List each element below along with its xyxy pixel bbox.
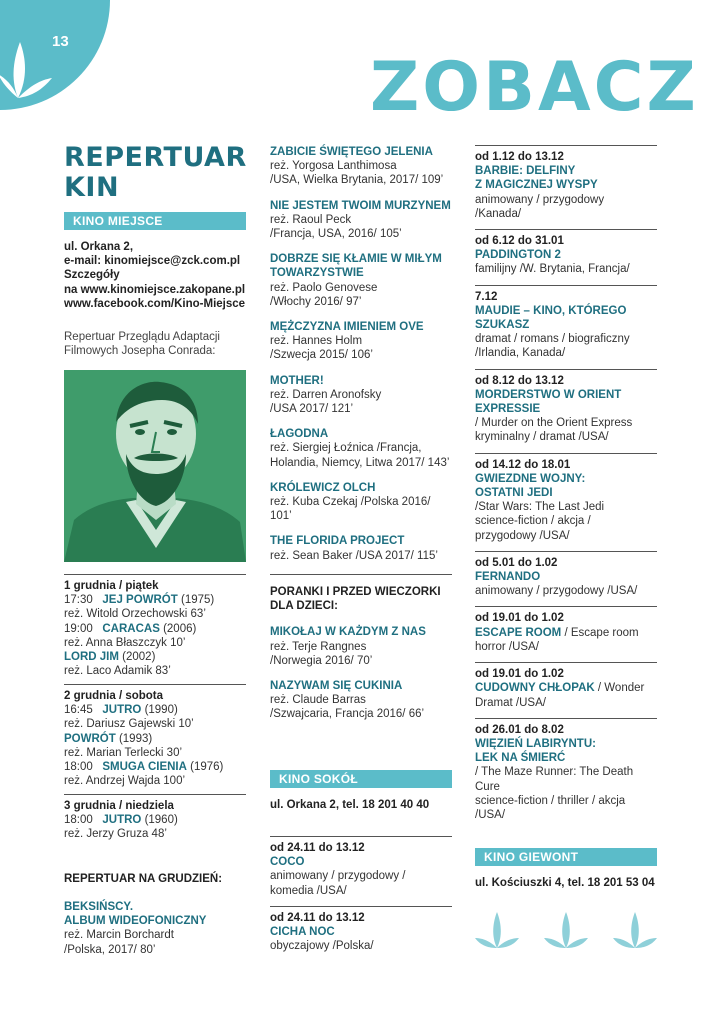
film-entry: NIE JESTEM TWOIM MURZYNEM reż. Raoul Peck /Francja, USA, 2016/ 105’ <box>270 199 451 241</box>
film-entry: MOTHER! reż. Darren Aronofsky /USA 2017/ 121’ <box>270 374 382 416</box>
december-header: REPERTUAR NA GRUDZIEŃ: <box>64 873 223 885</box>
main-title: REPERTUAR KIN <box>64 142 247 203</box>
kino-giewont-address: ul. Kościuszki 4, tel. 18 201 53 04 <box>475 877 655 889</box>
sokol-film-1: od 24.11 do 13.12 COCO animowany / przygodowy / komedia /USA/ <box>270 836 452 898</box>
show-row: LORD JIM (2002) <box>64 651 156 664</box>
kino-giewont-header: KINO GIEWONT <box>475 848 657 866</box>
show-row: 18:00 SMUGA CIENIA (1976) <box>64 761 224 774</box>
film-entry: od 8.12 do 13.12 MORDERSTWO W ORIENT EXPRESSIE / Murder on the Orient Express kryminalny / dramat /USA/ <box>475 369 657 445</box>
leaf-ornament-icon <box>544 908 588 952</box>
film-entry: od 19.01 do 1.02 CUDOWNY CHŁOPAK / Wonder Dramat /USA/ <box>475 662 657 710</box>
film-entry: DOBRZE SIĘ KŁAMIE W MIŁYM TOWARZYSTWIE reż. Paolo Genovese /Włochy 2016/ 97’ <box>270 253 442 308</box>
day-block-3: 3 grudnia / niedziela 18:00 JUTRO (1960) reż. Jerzy Gruza 48’ <box>64 794 246 842</box>
film-entry: od 5.01 do 1.02 FERNANDO animowany / przygodowy /USA/ <box>475 551 657 599</box>
film-entry: THE FLORIDA PROJECT reż. Sean Baker /USA 2017/ 115’ <box>270 535 438 562</box>
kino-sokol-address: ul. Orkana 2, tel. 18 201 40 40 <box>270 799 430 811</box>
section-title: ZOBACZ <box>370 48 699 127</box>
col3-films <box>475 145 657 822</box>
kino-miejsce-address: ul. Orkana 2, e-mail: kinomiejsce@zck.com.pl Szczegóły na www.kinomiejsce.zakopane.pl www.facebook.com/Kino-Miejsce <box>64 241 246 310</box>
leaf-ornament-icon <box>475 908 519 952</box>
film-entry: BEKSIŃSCY. ALBUM WIDEOFONICZNY reż. Marcin Borchardt /Polska, 2017/ 80’ <box>64 901 207 956</box>
show-row: 17:30 JEJ POWRÓT (1975) <box>64 594 215 607</box>
film-entry: NAZYWAM SIĘ CUKINIA reż. Claude Barras /Szwajcaria, Francja 2016/ 66’ <box>270 680 425 721</box>
film-entry: od 19.01 do 1.02 ESCAPE ROOM / Escape room horror /USA/ <box>475 606 657 654</box>
leaf-ornament-icon <box>613 908 657 952</box>
day-date: 1 grudnia / piątek <box>64 580 159 592</box>
email-link[interactable]: e-mail: kinomiejsce@zck.com.pl <box>64 255 241 268</box>
film-entry: 7.12 MAUDIE – KINO, KTÓREGO SZUKASZ dramat / romans / biograficzny /Irlandia, Kanada/ <box>475 285 657 361</box>
film-entry: od 26.01 do 8.02 WIĘZIEŃ LABIRYNTU: LEK NA ŚMIERĆ / The Maze Runner: The Death Cure science-fiction / thriller / akcja /USA/ <box>475 718 657 822</box>
show-row: 16:45 JUTRO (1990) <box>64 704 178 717</box>
film-entry: KRÓLEWICZ OLCH reż. Kuba Czekaj /Polska 2016/ 101’ <box>270 481 431 523</box>
film-entry: od 1.12 do 13.12 BARBIE: DELFINY Z MAGICZNEJ WYSPY animowany / przygodowy /Kanada/ <box>475 145 657 221</box>
kino-miejsce-header: KINO MIEJSCE <box>64 212 246 230</box>
film-entry: od 14.12 do 18.01 GWIEZDNE WOJNY: OSTATNI JEDI /Star Wars: The Last Jedi science-fiction / akcja / przygodowy /USA/ <box>475 453 657 543</box>
leaf-ornament-row <box>475 908 657 952</box>
facebook-link[interactable]: www.facebook.com/Kino-Miejsce <box>64 297 246 310</box>
kino-sokol-header: KINO SOKÓŁ <box>270 770 452 788</box>
corner-ornament-icon <box>0 0 110 110</box>
film-entry: ŁAGODNA reż. Siergiej Łoźnica /Francja, Holandia, Niemcy, Litwa 2017/ 143’ <box>270 428 450 469</box>
film-entry: MĘŻCZYZNA IMIENIEM OVE reż. Hannes Holm /Szwecja 2015/ 106’ <box>270 321 424 362</box>
film-entry: MIKOŁAJ W KAŻDYM Z NAS reż. Terje Rangnes /Norwegia 2016/ 70’ <box>270 626 426 667</box>
website-link[interactable]: na www.kinomiejsce.zakopane.pl <box>64 283 246 296</box>
show-row: 18:00 JUTRO (1960) <box>64 814 178 827</box>
page-number: 13 <box>52 33 69 50</box>
kids-section: PORANKI I PRZED WIECZORKI DLA DZIECI: MIKOŁAJ W KAŻDYM Z NAS reż. Terje Rangnes /Norwegia 2016/ 70’ NAZYWAM SIĘ CUKINIA reż. Claude Barras /Szwajcaria, Francja 2016/ 66’ <box>270 574 452 733</box>
day-block-2: 2 grudnia / sobota 16:45 JUTRO (1990) reż. Dariusz Gajewski 10’ POWRÓT (1993) reż. Marian Terlecki 30’ 18:00 SMUGA CIENIA (1976) reż. Andrzej Wajda 100’ <box>64 684 246 788</box>
col2-films <box>270 145 452 574</box>
film-entry: od 6.12 do 31.01 PADDINGTON 2 familijny /W. Brytania, Francja/ <box>475 229 657 277</box>
day-date: 3 grudnia / niedziela <box>64 800 174 812</box>
portrait-joseph-conrad <box>64 370 246 562</box>
intro-text: Repertuar Przeglądu Adaptacji Filmowych Josepha Conrada: <box>64 331 220 358</box>
film-entry: ZABICIE ŚWIĘTEGO JELENIA reż. Yorgosa Lanthimosa /USA, Wielka Brytania, 2017/ 109’ <box>270 146 444 187</box>
show-row: 19:00 CARACAS (2006) <box>64 622 197 635</box>
day-block-1: 1 grudnia / piątek 17:30 JEJ POWRÓT (1975) reż. Witold Orzechowski 63’ 19:00 CARACAS (2006) reż. Anna Błaszczyk 10’ LORD JIM (2002) reż. Laco Adamik 83’ <box>64 574 246 678</box>
sokol-film-2: od 24.11 do 13.12 CICHA NOC obyczajowy /Polska/ <box>270 906 452 954</box>
day-date: 2 grudnia / sobota <box>64 690 164 702</box>
show-row: POWRÓT (1993) <box>64 732 153 745</box>
